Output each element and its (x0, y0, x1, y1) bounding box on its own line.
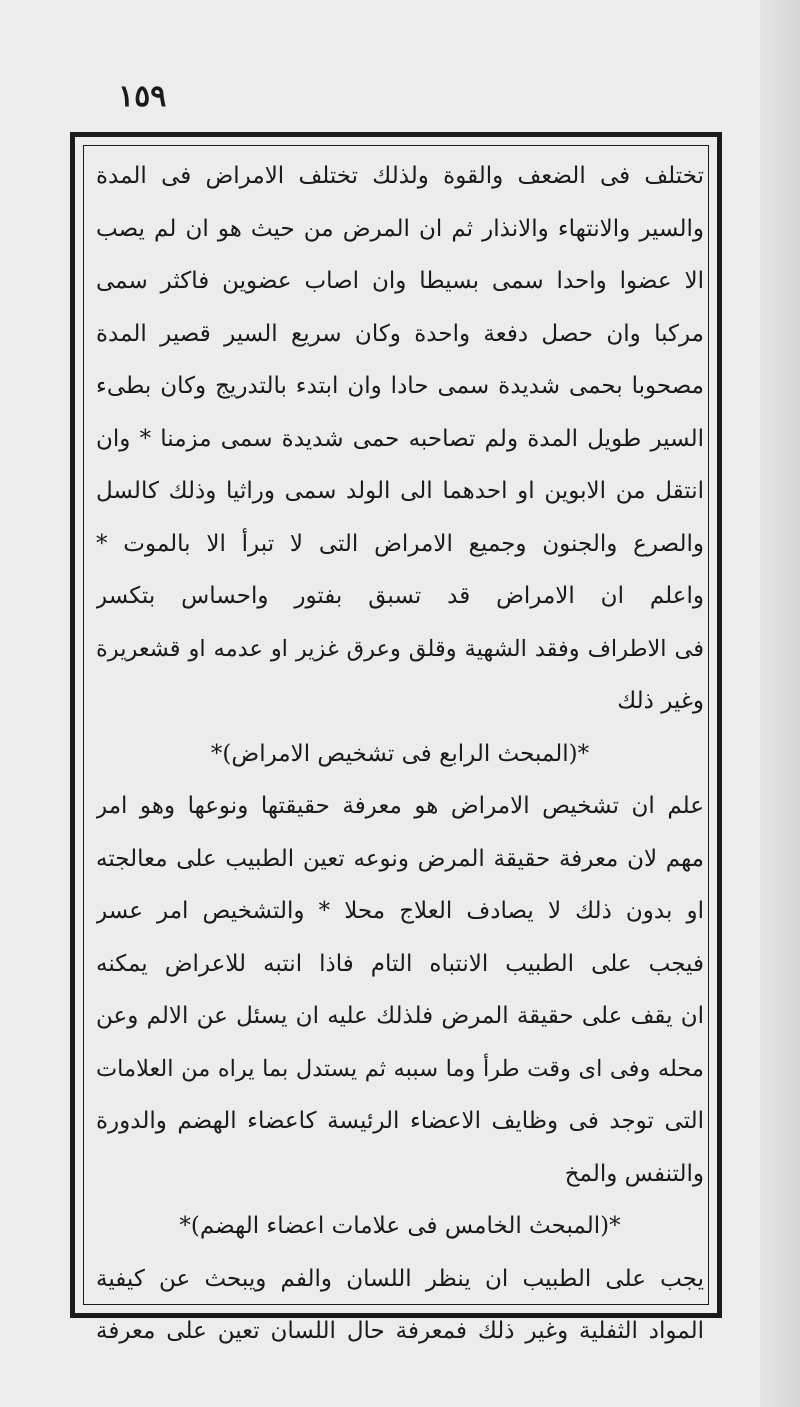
text-line: انتقل من الابوین او احدهما الی الولد سمی وراثیا وذلك کالسل (96, 478, 704, 504)
section-heading: *(المبحث الرابع فی تشخیص الامراض)* (210, 740, 590, 767)
text-line: او بدون ذلك لا یصادف العلاج محلا * والتشخیص امر عسر (96, 898, 704, 924)
text-line: الا عضوا واحدا سمی بسیطا وان اصاب عضوین فاکثر سمی (96, 268, 704, 294)
text-line: السیر طویل المدة ولم تصاحبه حمی شدیدة سمی مزمنا * وان (96, 425, 704, 452)
text-line: والتنفس والمخ (564, 1160, 704, 1187)
text-line: فیجب علی الطبیب الانتباه التام فاذا انتبه للاعراض یمکنه (96, 950, 704, 977)
text-line: مرکبا وان حصل دفعة واحدة وکان سریع السیر قصیر المدة (96, 320, 704, 347)
text-line: مصحوبا بحمی شدیدة سمی حادا وان ابتدء بالتدریج وکان بطیء (96, 373, 704, 399)
text-line: وغیر ذلك (617, 688, 704, 714)
page-number: ١٥٩ (118, 79, 167, 114)
text-block (96, 150, 704, 1358)
text-line: تختلف فی الضعف والقوة ولذلك تختلف الامراض فی المدة (96, 163, 704, 189)
text-line: یجب علی الطبیب ان ینظر اللسان والفم ویبحث عن کیفیة (96, 1265, 704, 1292)
text-line: مهم لان معرفة حقیقة المرض ونوعه تعین الطبیب علی معالجته (96, 845, 704, 872)
section-heading: *(المبحث الخامس فی علامات اعضاء الهضم)* (179, 1213, 621, 1239)
text-line: التی توجد فی وظایف الاعضاء الرئیسة کاعضاء الهضم والدورة (96, 1108, 704, 1134)
text-line: ان یقف علی حقیقة المرض فلذلك علیه ان یسئل عن الالم وعن (96, 1003, 704, 1029)
page-edge (760, 0, 800, 1407)
text-line: والصرع والجنون وجمیع الامراض التی لا تبرأ الا بالموت * (96, 530, 704, 557)
text-line: واعلم ان الامراض قد تسبق بفتور واحساس بتکسر (96, 583, 704, 609)
text-line: فی الاطراف وفقد الشهیة وقلق وعرق غزیر او عدمه او قشعریرة (96, 635, 704, 662)
text-line: محله وفی ای وقت طرأ وما سببه ثم یستدل بما یراه من العلامات (96, 1055, 704, 1082)
text-line: المواد الثفلیة وغیر ذلك فمعرفة حال اللسان تعین علی معرفة (96, 1318, 704, 1344)
text-line: والسیر والانتهاء والانذار ثم ان المرض من حیث هو ان لم یصب (96, 215, 704, 242)
text-line: علم ان تشخیص الامراض هو معرفة حقیقتها ونوعها وهو امر (96, 793, 704, 819)
